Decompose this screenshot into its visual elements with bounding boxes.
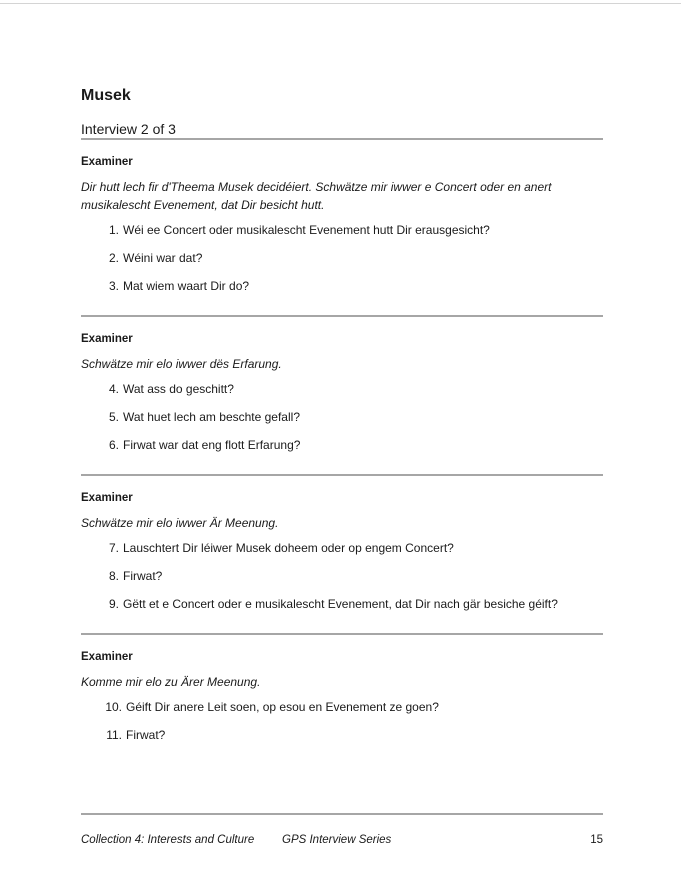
question-number: 6.	[108, 438, 119, 452]
question-number: 10.	[105, 700, 122, 714]
section-heading: Examiner	[81, 333, 133, 345]
question-text: Wéi ee Concert oder musikalescht Evenement hutt Dir erausgesicht?	[123, 223, 490, 237]
question-item	[81, 698, 603, 716]
page-title: Musek	[81, 87, 131, 104]
section-instruction: Schwätze mir elo iwwer Är Meenung.	[81, 516, 279, 530]
question-item	[81, 277, 603, 295]
question-text: Firwat?	[126, 728, 166, 742]
section-instruction: Schwätze mir elo iwwer dës Erfarung.	[81, 357, 282, 371]
examiner-section	[81, 474, 603, 633]
question-item	[81, 408, 603, 426]
examiner-section	[81, 138, 603, 315]
document-page	[81, 86, 603, 744]
question-item	[81, 380, 603, 398]
question-text: Lauschtert Dir léiwer Musek doheem oder op engem Concert?	[123, 541, 454, 555]
question-list	[81, 380, 603, 454]
question-number: 5.	[108, 410, 119, 424]
question-list	[81, 539, 603, 613]
question-text: Wat ass do geschitt?	[123, 382, 234, 396]
question-item	[81, 249, 603, 267]
question-number: 7.	[108, 541, 119, 555]
footer-collection: Collection 4: Interests and Culture	[81, 834, 255, 846]
question-item	[81, 221, 603, 239]
question-item	[81, 539, 603, 557]
question-item	[81, 567, 603, 585]
page-subtitle: Interview 2 of 3	[81, 121, 176, 137]
question-text: Gëtt et e Concert oder e musikalescht Evenement, dat Dir nach gär besiche géift?	[123, 597, 558, 611]
section-heading: Examiner	[81, 156, 133, 168]
question-list	[81, 221, 603, 295]
question-number: 9.	[108, 597, 119, 611]
question-number: 2.	[108, 251, 119, 265]
question-number: 3.	[108, 279, 119, 293]
question-list	[81, 698, 603, 744]
examiner-section	[81, 633, 603, 744]
question-item	[81, 436, 603, 454]
top-border	[0, 3, 681, 4]
question-number: 4.	[108, 382, 119, 396]
question-text: Firwat?	[123, 569, 163, 583]
section-instruction: Komme mir elo zu Ärer Meenung.	[81, 675, 261, 689]
page-footer	[81, 832, 603, 848]
question-item	[81, 595, 603, 613]
question-item	[81, 726, 603, 744]
footer-series: GPS Interview Series	[282, 834, 392, 846]
section-heading: Examiner	[81, 651, 133, 663]
examiner-section	[81, 315, 603, 474]
question-number: 1.	[108, 223, 119, 237]
question-text: Wat huet lech am beschte gefall?	[123, 410, 300, 424]
question-text: Géift Dir anere Leit soen, op esou en Evenement ze goen?	[126, 700, 439, 714]
question-number: 8.	[108, 569, 119, 583]
page-number: 15	[590, 834, 603, 846]
question-number: 11.	[106, 728, 122, 742]
section-heading: Examiner	[81, 492, 133, 504]
section-instruction: Dir hutt lech fir d'Theema Musek decidéiert. Schwätze mir iwwer e Concert oder en anert musikalescht Evenement, dat Dir besicht hutt.	[81, 180, 552, 212]
question-text: Mat wiem waart Dir do?	[123, 279, 250, 293]
footer-divider	[81, 813, 603, 815]
question-text: Wéini war dat?	[123, 251, 203, 265]
question-text: Firwat war dat eng flott Erfarung?	[123, 438, 301, 452]
